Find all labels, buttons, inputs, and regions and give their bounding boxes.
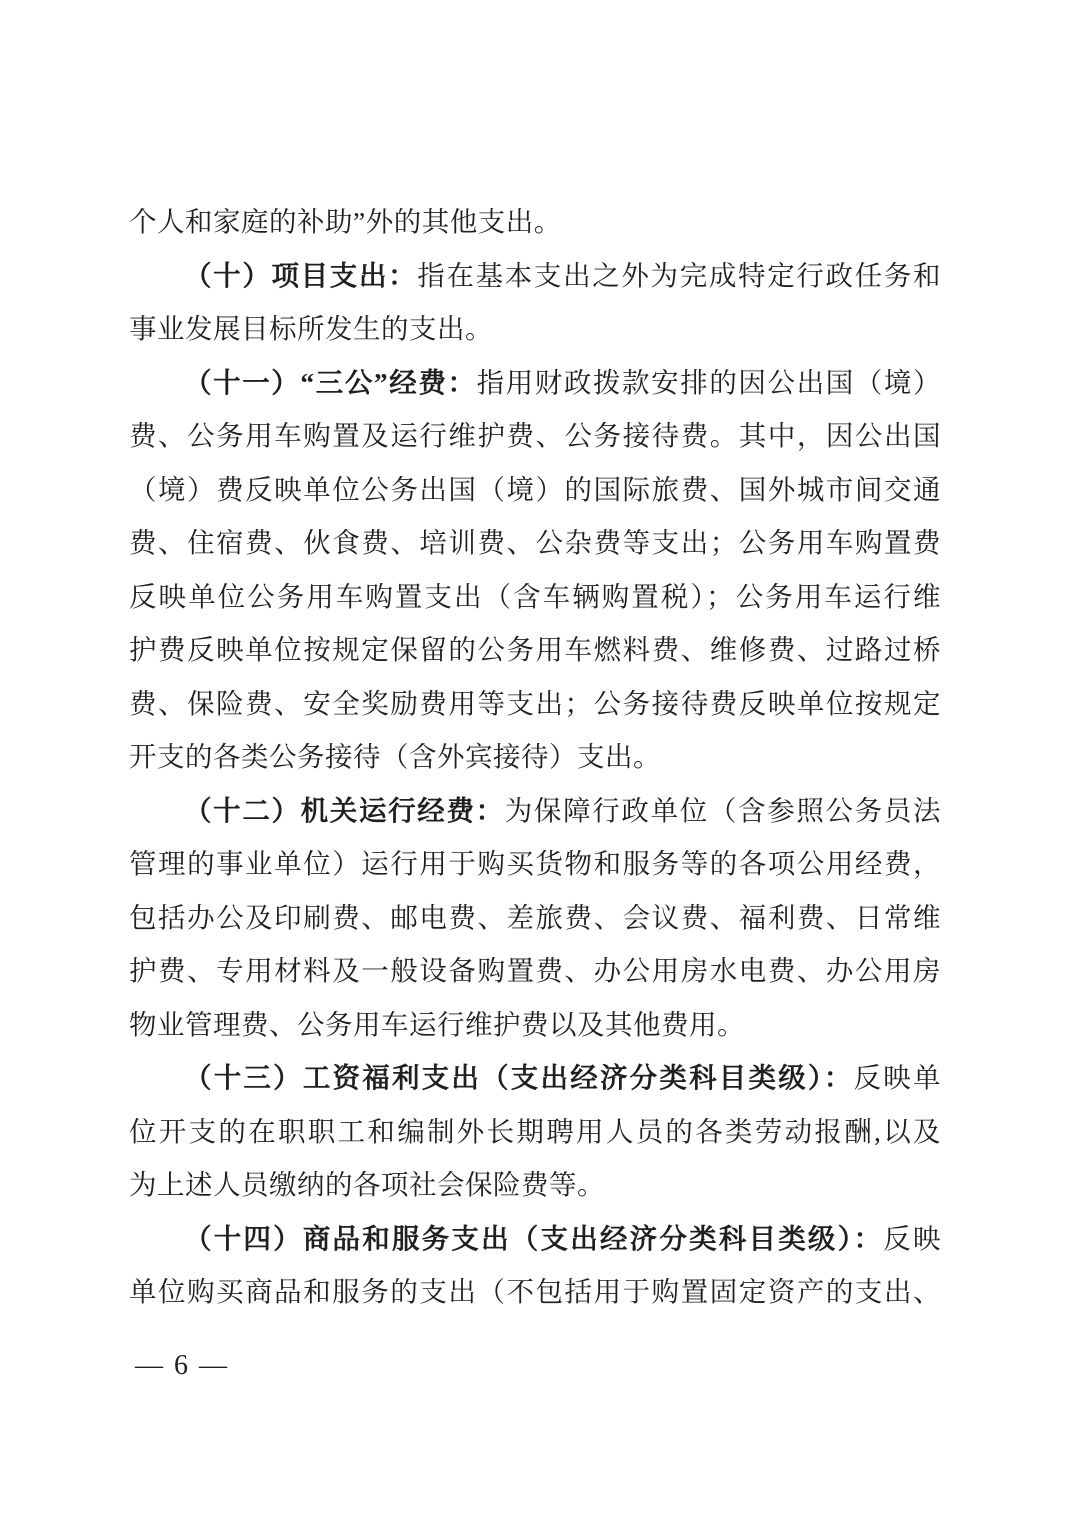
line-text: 事业发展目标所发生的支出。 — [129, 313, 493, 344]
text-line — [129, 463, 941, 517]
text-line — [129, 784, 941, 838]
line-text: 反映单 — [853, 1062, 941, 1093]
line-text: 护费、专用材料及一般设备购置费、办公用房水电费、办公用房 — [129, 955, 941, 986]
page-number: — 6 — — [135, 1350, 229, 1381]
text-line — [129, 302, 941, 356]
text-line — [129, 837, 941, 891]
text-line — [129, 249, 941, 303]
line-text: 包括办公及印刷费、邮电费、差旅费、会议费、福利费、日常维 — [129, 901, 941, 933]
section-heading: （十二）机关运行经费： — [184, 794, 505, 826]
line-text: 为保障行政单位（含参照公务员法 — [504, 794, 942, 826]
text-line — [129, 1212, 941, 1266]
text-line — [129, 998, 941, 1052]
text-line — [129, 891, 941, 945]
line-text: 费、公务用车购置及运行维护费、公务接待费。其中，因公出国 — [129, 420, 941, 451]
text-line — [129, 944, 941, 998]
text-line — [129, 730, 941, 784]
line-text: 费、保险费、安全奖励费用等支出；公务接待费反映单位按规定 — [129, 687, 941, 719]
section-heading: （十一）“三公”经费： — [184, 366, 477, 398]
line-text: 位开支的在职职工和编制外长期聘用人员的各类劳动报酬,以及 — [129, 1115, 941, 1147]
text-line — [129, 677, 941, 731]
line-text: 开支的各类公务接待（含外宾接待）支出。 — [129, 741, 661, 772]
text-line — [129, 1051, 941, 1105]
line-text: 物业管理费、公务用车运行维护费以及其他费用。 — [129, 1008, 745, 1040]
line-text: 指在基本支出之外为完成特定行政任务和 — [417, 259, 941, 291]
text-line — [129, 356, 941, 410]
line-text: 反映单位公务用车购置支出（含车辆购置税）；公务用车运行维 — [129, 580, 941, 612]
section-heading: （十）项目支出： — [184, 259, 418, 291]
line-text: 指用财政拨款安排的因公出国（境） — [476, 366, 942, 398]
line-text: 个人和家庭的补助”外的其他支出。 — [129, 206, 562, 237]
text-line — [129, 1105, 941, 1159]
text-line — [129, 195, 941, 249]
text-line — [129, 516, 941, 570]
line-text: 护费反映单位按规定保留的公务用车燃料费、维修费、过路过桥 — [129, 634, 941, 665]
text-line — [129, 1158, 941, 1212]
line-text: 费、住宿费、伙食费、培训费、公杂费等支出；公务用车购置费 — [129, 527, 941, 558]
text-line — [129, 623, 941, 677]
line-text: 为上述人员缴纳的各项社会保险费等。 — [129, 1169, 605, 1200]
text-line — [129, 1265, 941, 1319]
text-line — [129, 409, 941, 463]
line-text: 单位购买商品和服务的支出（不包括用于购置固定资产的支出、 — [129, 1276, 941, 1307]
section-heading: （十四）商品和服务支出（支出经济分类科目类级）： — [184, 1222, 884, 1254]
section-heading: （十三）工资福利支出（支出经济分类科目类级）： — [184, 1062, 854, 1093]
line-text: 管理的事业单位）运行用于购买货物和服务等的各项公用经费， — [129, 848, 941, 879]
line-text: 反映 — [883, 1222, 942, 1254]
text-line — [129, 570, 941, 624]
line-text: （境）费反映单位公务出国（境）的国际旅费、国外城市间交通 — [129, 473, 941, 505]
document-body — [129, 195, 941, 1319]
